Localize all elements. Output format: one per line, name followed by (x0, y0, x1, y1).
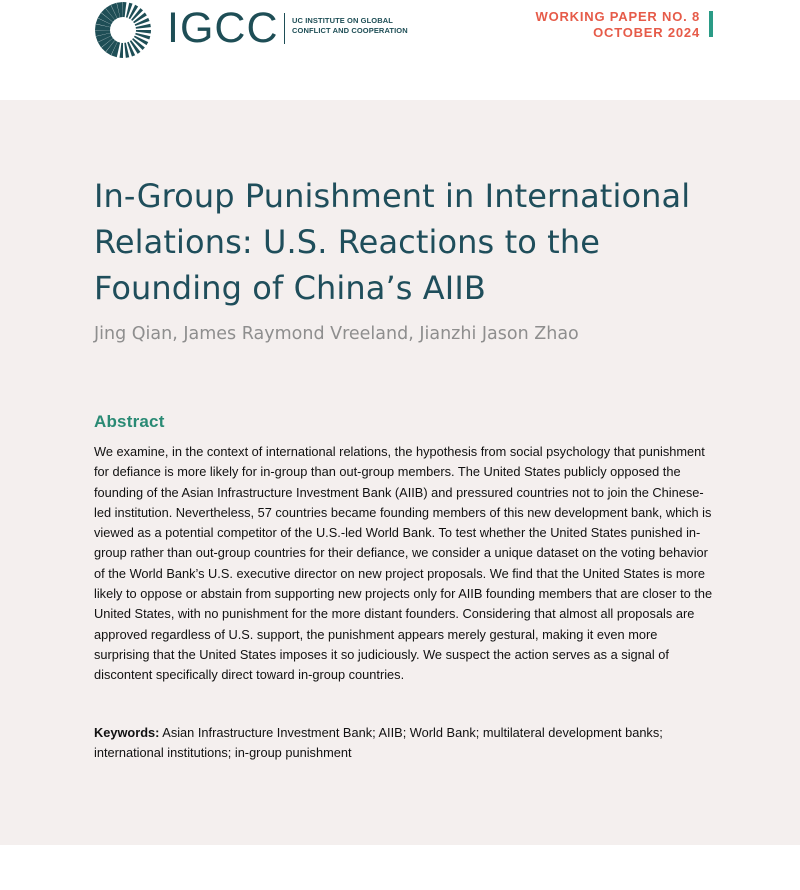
title-line-1: In-Group Punishment in International (94, 177, 691, 215)
logo-ray (123, 2, 126, 17)
paper-info (536, 9, 700, 41)
logo-divider (284, 13, 285, 44)
paper-title (94, 173, 734, 311)
keywords-label: Keywords: (94, 725, 160, 740)
title-line-2: Relations: U.S. Reactions to the (94, 223, 600, 261)
title-line-3: Founding of China’s AIIB (94, 269, 486, 307)
authors: Jing Qian, James Raymond Vreeland, Jianzhi Jason Zhao (94, 324, 579, 344)
page-header (0, 0, 800, 100)
keywords (94, 723, 714, 764)
abstract-text: We examine, in the context of international relations, the hypothesis from social psychology that punishment for defiance is more likely for in-group than out-group members. The United States publicly opposed the founding of the Asian Infrastructure Investment Bank (AIIB) and pressured countries not to join the Chinese-led institution. Nevertheless, 57 countries became founding members of this new development bank, which is viewed as a potential competitor of the U.S.-led World Bank. To test whether the United States punished in-group rather than out-group countries for their defiance, we consider a unique dataset on the voting behavior of the World Bank’s U.S. executive director on new project proposals. We find that the United States is more likely to oppose or abstain from supporting new projects only for AIIB founding members that are closer to the United States, with no punishment for the more distant founders. Considering that almost all proposals are approved regardless of U.S. support, the punishment appears merely gestural, making it even more surprising that the United States imposes it so judiciously. We suspect the action serves as a signal of discontent specifically direct toward in-group countries. (94, 444, 713, 683)
accent-bar (709, 11, 713, 37)
logo-tagline (292, 16, 408, 36)
logo-ray (136, 30, 151, 33)
abstract-heading: Abstract (94, 412, 165, 431)
working-paper-number: WORKING PAPER NO. 8 (535, 9, 700, 24)
logo-ray (120, 43, 123, 58)
tagline-line-2: CONFLICT AND COOPERATION (292, 26, 408, 35)
logo-wordmark: IGCC (167, 4, 279, 52)
tagline-line-1: UC INSTITUTE ON GLOBAL (292, 16, 393, 25)
paper-date: OCTOBER 2024 (593, 25, 700, 40)
igcc-logo-icon (92, 0, 156, 60)
keywords-text: Asian Infrastructure Investment Bank; AIIB; World Bank; multilateral development banks; international institutions; in-group punishment (94, 725, 663, 761)
